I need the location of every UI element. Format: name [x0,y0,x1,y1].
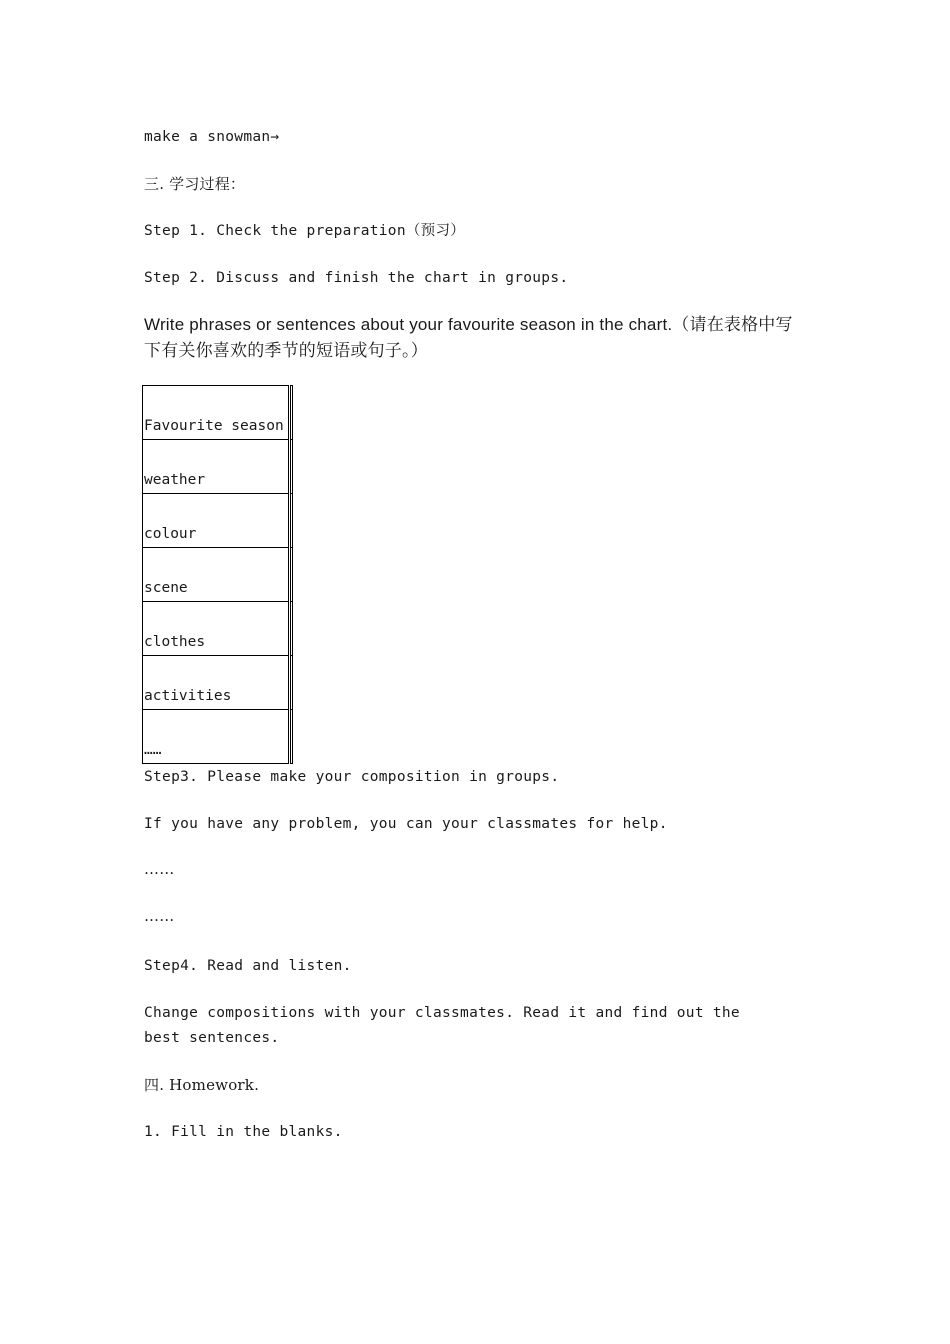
chart-answer-cell[interactable] [290,386,293,440]
text-step-2: Step 2. Discuss and finish the chart in groups. [144,270,569,286]
chart-row [143,656,293,710]
text-step-3: Step3. Please make your composition in groups. [144,769,560,785]
text-chart-instruction: Write phrases or sentences about your favourite season in the chart.（请在表格中写下有关你喜欢的季节的短语或句子。） [144,315,793,360]
chart-row [143,710,293,764]
chart-row [143,386,293,440]
chart-row [143,602,293,656]
text-ask-for-help: If you have any problem, you can your classmates for help. [144,816,668,832]
text-fill-in-blanks: 1. Fill in the blanks. [144,1124,343,1140]
chart-answer-cell[interactable] [290,710,293,764]
chart-label-activities: activities [143,656,290,710]
text-make-a-snowman: make a snowman→ [144,129,280,145]
chart-row [143,440,293,494]
chart-answer-cell[interactable] [290,494,293,548]
text-ellipsis-2: …… [144,907,175,925]
chart-answer-cell[interactable] [290,656,293,710]
chart-answer-cell[interactable] [290,440,293,494]
chart-label-scene: scene [143,548,290,602]
chart-label-clothes: clothes [143,602,290,656]
chart-label-colour: colour [143,494,290,548]
chart-row [143,548,293,602]
text-step-4: Step4. Read and listen. [144,958,352,974]
chart-label-favourite-season: Favourite season [143,386,290,440]
section-heading-homework: 四. Homework. [144,1076,260,1094]
chart-row [143,494,293,548]
chart-label-weather: weather [143,440,290,494]
text-ellipsis-1: …… [144,860,175,878]
text-change-compositions: Change compositions with your classmates. Read it and find out the best sentences. [144,1005,740,1046]
chart-answer-cell[interactable] [290,548,293,602]
chart-label-ellipsis: …… [143,710,290,764]
text-step-1: Step 1. Check the preparation（预习） [144,223,466,239]
favourite-season-chart [142,385,293,764]
chart-answer-cell[interactable] [290,602,293,656]
section-heading-learning-process: 三. 学习过程： [144,175,246,193]
